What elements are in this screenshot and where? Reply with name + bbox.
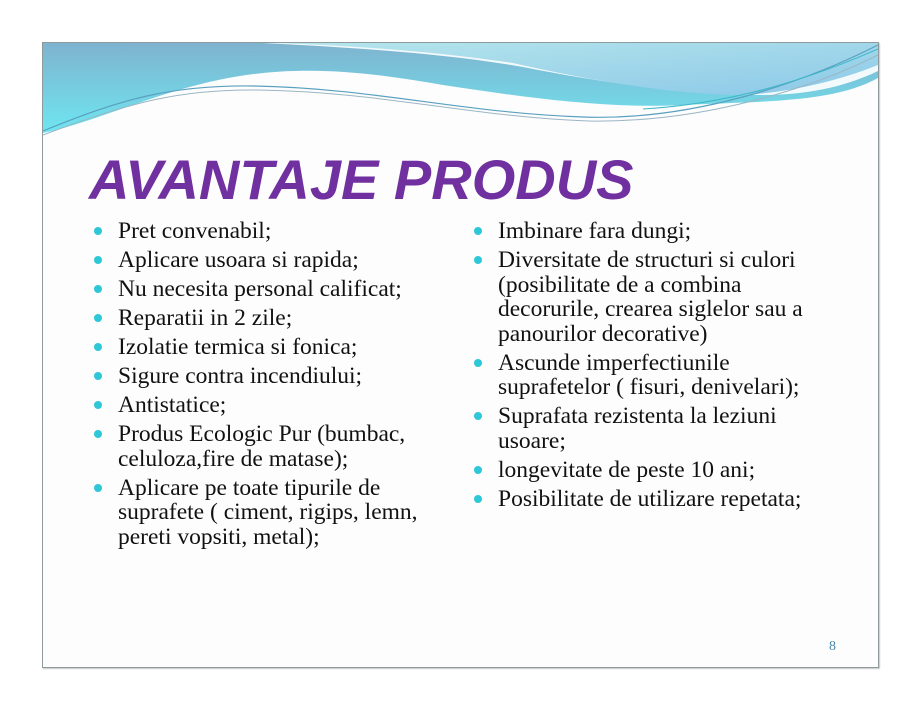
slide xyxy=(42,42,879,668)
list-item xyxy=(93,335,463,360)
list-item-text: Diversitate de structuri si culori (posibilitate de a combina decorurile, crearea siglelor sau a panourilor decorative) xyxy=(498,247,803,347)
bullet-icon xyxy=(94,343,102,351)
bullet-icon xyxy=(94,401,102,409)
list-item-text: Reparatii in 2 zile; xyxy=(118,305,293,331)
bullet-icon xyxy=(474,495,482,503)
bullet-icon xyxy=(94,256,102,264)
list-item xyxy=(93,393,463,418)
list-item xyxy=(473,219,843,244)
bullet-icon xyxy=(94,314,102,322)
list-item xyxy=(93,248,463,273)
list-item-text: Izolatie termica si fonica; xyxy=(118,334,358,360)
list-item xyxy=(93,476,463,550)
list-item xyxy=(93,422,463,471)
bullet-icon xyxy=(94,372,102,380)
list-item xyxy=(473,351,843,400)
list-item xyxy=(93,219,463,244)
list-item xyxy=(473,248,843,346)
list-item-text: Antistatice; xyxy=(118,392,227,418)
list-item-text: Aplicare usoara si rapida; xyxy=(118,247,359,273)
bullet-icon xyxy=(474,359,482,367)
bullet-icon xyxy=(94,285,102,293)
bullet-icon xyxy=(474,256,482,264)
page-number: 8 xyxy=(829,639,836,654)
list-item-text: Posibilitate de utilizare repetata; xyxy=(498,485,802,512)
list-item-text: Imbinare fara dungi; xyxy=(498,218,692,244)
bullet-icon xyxy=(94,227,102,235)
list-item-text: Produs Ecologic Pur (bumbac, celuloza,fire de matase); xyxy=(118,421,406,472)
bullet-icon xyxy=(474,466,482,474)
list-item-text: Ascunde imperfectiunile suprafetelor ( fisuri, denivelari); xyxy=(498,349,800,400)
header-wave-decoration xyxy=(43,43,878,143)
slide-title: AVANTAJE PRODUS xyxy=(89,148,634,211)
list-item xyxy=(473,487,843,512)
list-item-text: Suprafata rezistenta la leziuni usoare; xyxy=(498,403,777,454)
bullet-icon xyxy=(94,430,102,438)
advantages-list-right xyxy=(473,219,843,516)
list-item xyxy=(93,364,463,389)
list-item-text: Pret convenabil; xyxy=(118,218,272,244)
advantages-list-left xyxy=(93,219,463,554)
list-item xyxy=(473,404,843,453)
bullet-icon xyxy=(474,227,482,235)
list-item-text: longevitate de peste 10 ani; xyxy=(498,456,756,483)
list-item xyxy=(93,306,463,331)
list-item xyxy=(93,277,463,302)
list-item-text: Sigure contra incendiului; xyxy=(118,363,363,389)
bullet-icon xyxy=(94,484,102,492)
list-item-text: Nu necesita personal calificat; xyxy=(118,276,402,302)
list-item-text: Aplicare pe toate tipurile de suprafete ( ciment, rigips, lemn, pereti vopsiti, metal); xyxy=(118,474,418,550)
list-item xyxy=(473,458,843,483)
bullet-icon xyxy=(474,412,482,420)
